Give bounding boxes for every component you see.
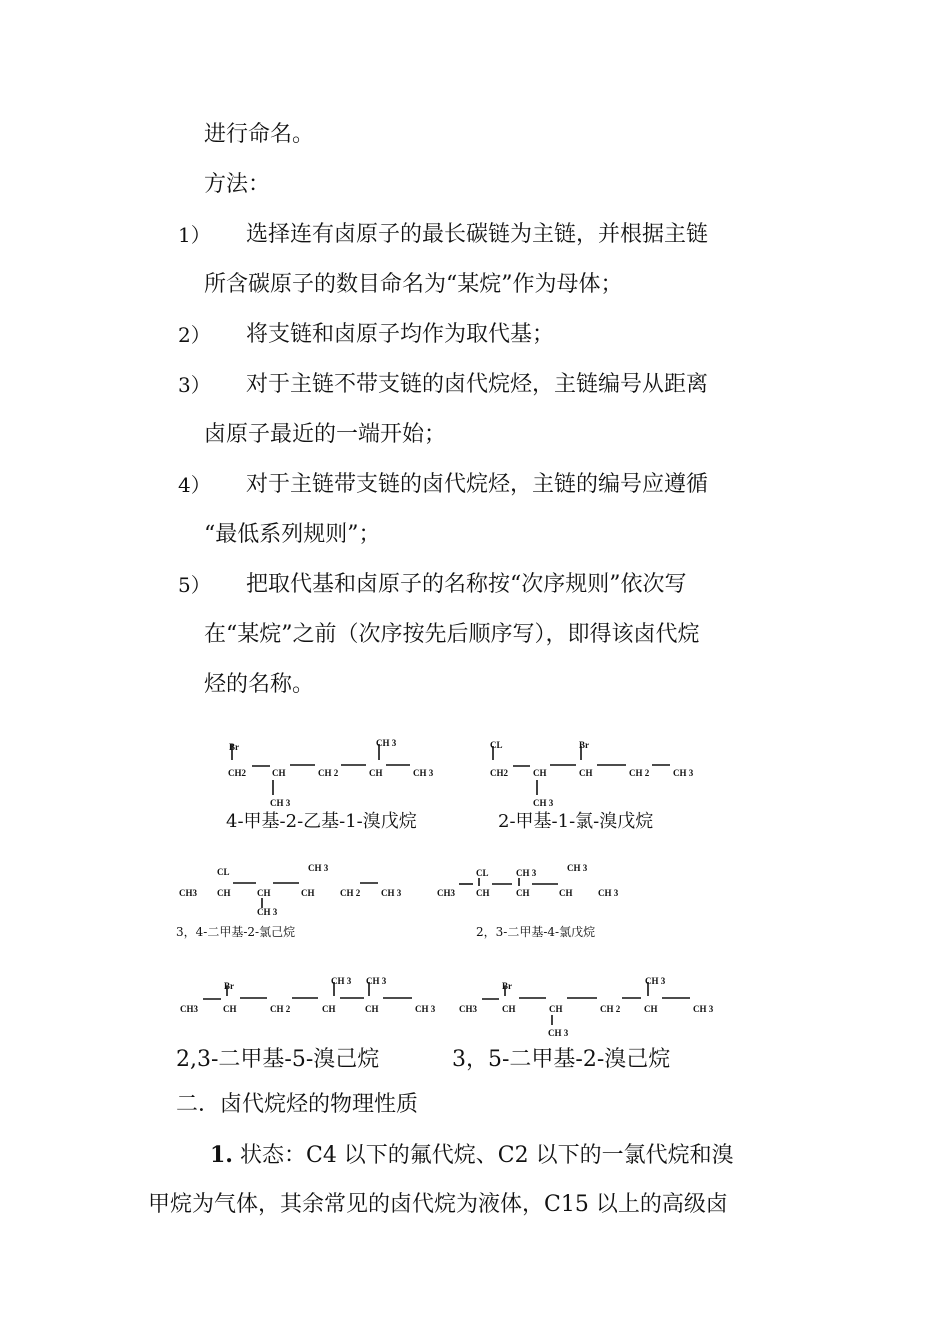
- substituent-label: CH 3: [645, 976, 666, 986]
- chain-atom: CH2: [228, 768, 246, 778]
- substituent-label: CH 3: [270, 798, 291, 808]
- substituent-label: CH 3: [533, 798, 554, 808]
- structure-1-caption: 4-甲基-2-乙基-1-溴戊烷: [226, 811, 417, 832]
- substituent-label: CH 3: [516, 868, 537, 878]
- step-text-cont: 烃的名称。: [204, 672, 315, 697]
- step-number: 4）: [178, 473, 211, 497]
- chain-atom: CH: [257, 888, 271, 898]
- step-text: 对于主链带支链的卤代烷烃，主链的编号应遵循: [246, 472, 709, 497]
- chain-atom: CH: [559, 888, 573, 898]
- structure-3-caption: 3，4-二甲基-2-氯己烷: [176, 925, 296, 939]
- chain-atom: CH: [365, 1004, 379, 1014]
- substituent-label: CL: [476, 868, 489, 878]
- step-number: 1）: [178, 223, 211, 247]
- chain-atom: CH 2: [600, 1004, 621, 1014]
- chain-atom: CH: [549, 1004, 563, 1014]
- structure-1: [228, 738, 434, 808]
- structure-3: [179, 863, 402, 917]
- substituent-label: CL: [490, 740, 503, 750]
- step-number: 2）: [178, 323, 211, 347]
- structure-2-caption: 2-甲基-1-氯-溴戊烷: [498, 811, 654, 832]
- substituent-label: Br: [229, 742, 239, 752]
- chain-atom: CH: [516, 888, 530, 898]
- step-text: 选择连有卤原子的最长碳链为主链，并根据主链: [246, 222, 709, 247]
- chain-atom: CH 2: [340, 888, 361, 898]
- step-text-cont: 卤原子最近的一端开始；: [204, 422, 447, 447]
- chain-atom: CH: [644, 1004, 658, 1014]
- step-text: 把取代基和卤原子的名称按“次序规则”依次写: [246, 572, 687, 597]
- chain-atom: CH: [579, 768, 593, 778]
- chain-atom: CH 2: [629, 768, 650, 778]
- chain-atom: CH3: [180, 1004, 198, 1014]
- chain-atom: CH: [272, 768, 286, 778]
- chain-atom: CH3: [179, 888, 197, 898]
- item-label: 状态：: [239, 1143, 306, 1168]
- structure-5-caption: 2,3-二甲基-5-溴己烷: [176, 1047, 380, 1072]
- step-text-cont: 所含碳原子的数目命名为“某烷”作为母体；: [204, 272, 623, 297]
- substituent-label: CH 3: [567, 863, 588, 873]
- substituent-label: CL: [217, 867, 230, 877]
- substituent-label: CH 3: [376, 738, 397, 748]
- step-number: 5）: [178, 573, 211, 597]
- substituent-label: Br: [502, 981, 512, 991]
- structure-6-caption: 3，5-二甲基-2-溴己烷: [452, 1047, 671, 1072]
- step-number: 3）: [178, 373, 211, 397]
- step-text: 将支链和卤原子均作为取代基；: [246, 322, 555, 347]
- substituent-label: CH 3: [331, 976, 352, 986]
- step-text: 对于主链不带支链的卤代烷烃，主链编号从距离: [246, 372, 709, 397]
- substituent-label: CH 3: [548, 1028, 569, 1038]
- chain-atom: CH 3: [598, 888, 619, 898]
- chain-atom: CH3: [437, 888, 455, 898]
- section-heading: 二．卤代烷烃的物理性质: [176, 1092, 419, 1117]
- step-text-cont: “最低系列规则”；: [204, 522, 381, 547]
- chain-atom: CH: [223, 1004, 237, 1014]
- chain-atom: CH 3: [415, 1004, 436, 1014]
- item-number: 1.: [210, 1142, 233, 1168]
- method-label: 方法：: [204, 172, 271, 197]
- chain-atom: CH: [322, 1004, 336, 1014]
- substituent-label: CH 3: [366, 976, 387, 986]
- substituent-label: CH 3: [308, 863, 329, 873]
- chain-atom: CH: [476, 888, 490, 898]
- structure-4-caption: 2，3-二甲基-4-氯戊烷: [476, 925, 596, 939]
- structure-6: [459, 976, 714, 1038]
- chain-atom: CH: [369, 768, 383, 778]
- item-text: C4 以下的氟代烷、C2 以下的一氯代烷和溴: [305, 1143, 734, 1168]
- structure-5: [180, 976, 436, 1014]
- chain-atom: CH 3: [413, 768, 434, 778]
- substituent-label: Br: [224, 981, 234, 991]
- section-paragraph-line: 甲烷为气体，其余常见的卤代烷为液体，C15 以上的高级卤: [148, 1192, 728, 1217]
- chain-atom: CH: [301, 888, 315, 898]
- chain-atom: CH 3: [673, 768, 694, 778]
- step-text-cont: 在“某烷”之前（次序按先后顺序写），即得该卤代烷: [204, 622, 700, 647]
- chain-atom: CH 2: [270, 1004, 291, 1014]
- chain-atom: CH2: [490, 768, 508, 778]
- chain-atom: CH: [533, 768, 547, 778]
- intro-line: 进行命名。: [204, 122, 315, 147]
- chain-atom: CH: [502, 1004, 516, 1014]
- section-paragraph-line: [210, 1140, 734, 1171]
- substituent-label: CH 3: [257, 907, 278, 917]
- chain-atom: CH 3: [381, 888, 402, 898]
- structure-4: [437, 863, 619, 898]
- chain-atom: CH3: [459, 1004, 477, 1014]
- chain-atom: CH 2: [318, 768, 339, 778]
- substituent-label: Br: [579, 740, 589, 750]
- structure-2: [490, 740, 694, 808]
- chain-atom: CH 3: [693, 1004, 714, 1014]
- chain-atom: CH: [217, 888, 231, 898]
